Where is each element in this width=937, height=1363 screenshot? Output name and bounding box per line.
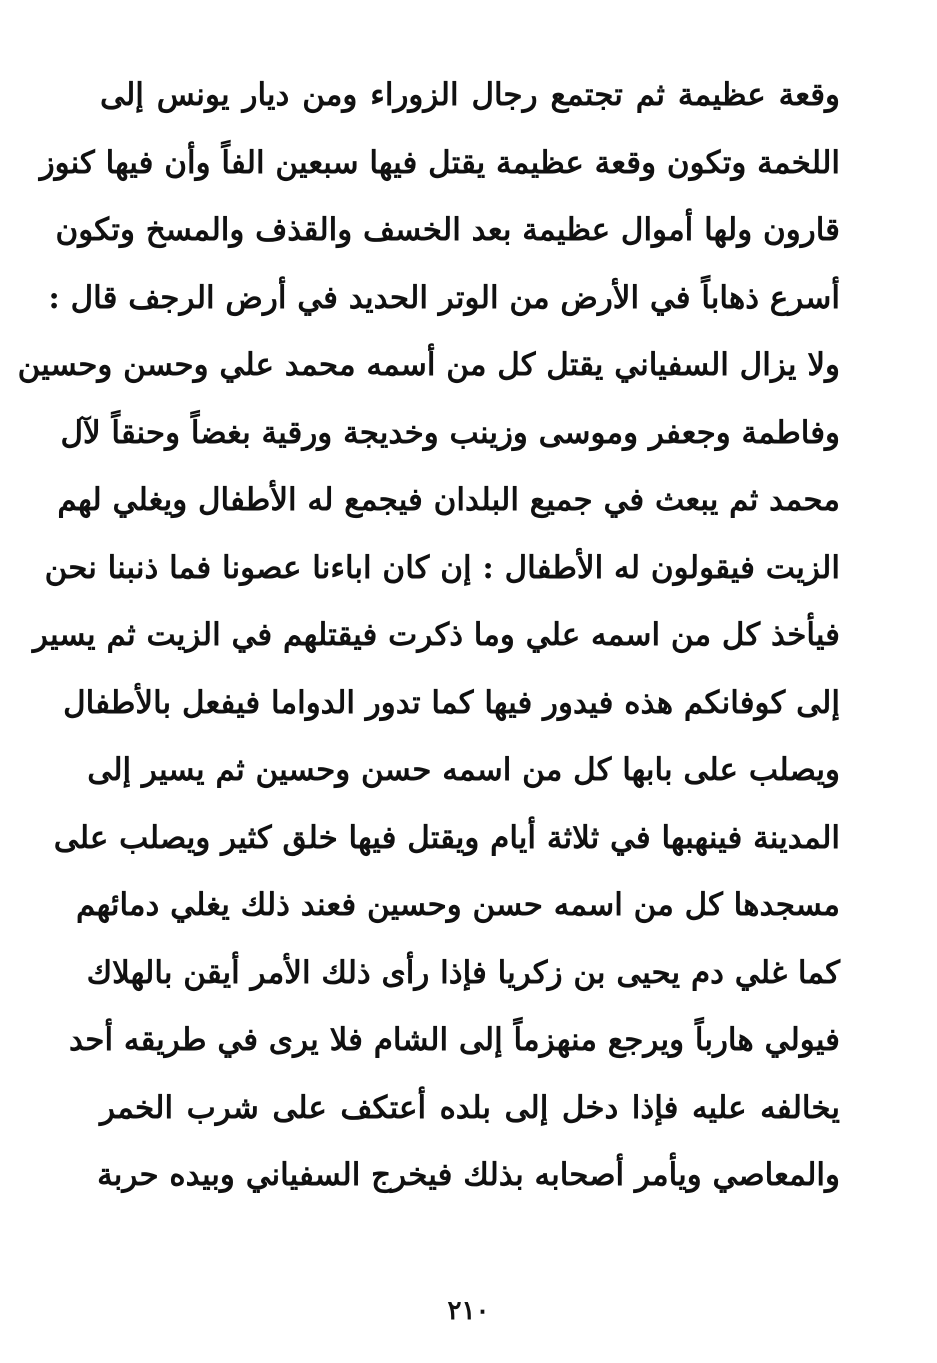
text-line: ولا يزال السفياني يقتل كل من أسمه محمد علي وحسن وحسين bbox=[17, 347, 840, 383]
text-line: أسرع ذهاباً في الأرض من الوتر الحديد في أرض الرجف قال : bbox=[48, 279, 840, 316]
text-line: الزيت فيقولون له الأطفال : إن كان اباءنا عصونا فما ذنبنا نحن bbox=[44, 549, 840, 586]
text-line: قارون ولها أموال عظيمة بعد الخسف والقذف والمسخ وتكون bbox=[55, 212, 840, 248]
page-number: ٢١٠ bbox=[447, 1296, 490, 1326]
text-line: اللخمة وتكون وقعة عظيمة يقتل فيها سبعين الفاً وأن فيها كنوز bbox=[39, 144, 840, 181]
text-line: كما غلي دم يحيى بن زكريا فإذا رأى ذلك الأمر أيقن بالهلاك bbox=[86, 954, 840, 991]
text-line: يخالفه عليه فإذا دخل إلى بلده أعتكف على شرب الخمر bbox=[100, 1089, 840, 1126]
text-line: مسجدها كل من اسمه حسن وحسين فعند ذلك يغلي دمائهم bbox=[75, 887, 840, 923]
text-line: فيولي هارباً ويرجع منهزماً إلى الشام فلا يرى في طريقه أحد bbox=[69, 1022, 840, 1058]
text-line: وقعة عظيمة ثم تجتمع رجال الزوراء ومن ديار يونس إلى bbox=[100, 77, 840, 113]
body-text bbox=[17, 62, 840, 1210]
text-line: إلى كوفانكم هذه فيدور فيها كما تدور الدواما فيفعل بالأطفال bbox=[63, 684, 840, 721]
text-line: وفاطمة وجعفر وموسى وزينب وخديجة ورقية بغضاً وحنقاً لآل bbox=[60, 414, 840, 451]
text-line: فيأخذ كل من اسمه علي وما ذكرت فيقتلهم في الزيت ثم يسير bbox=[32, 617, 840, 653]
text-line: والمعاصي ويأمر أصحابه بذلك فيخرج السفياني وبيده حربة bbox=[97, 1157, 840, 1193]
text-line: ويصلب على بابها كل من اسمه حسن وحسين ثم يسير إلى bbox=[87, 752, 840, 788]
text-line: محمد ثم يبعث في جميع البلدان فيجمع له الأطفال ويغلي لهم bbox=[57, 482, 840, 518]
text-line: المدينة فينهبها في ثلاثة أيام ويقتل فيها خلق كثير ويصلب على bbox=[53, 819, 840, 856]
